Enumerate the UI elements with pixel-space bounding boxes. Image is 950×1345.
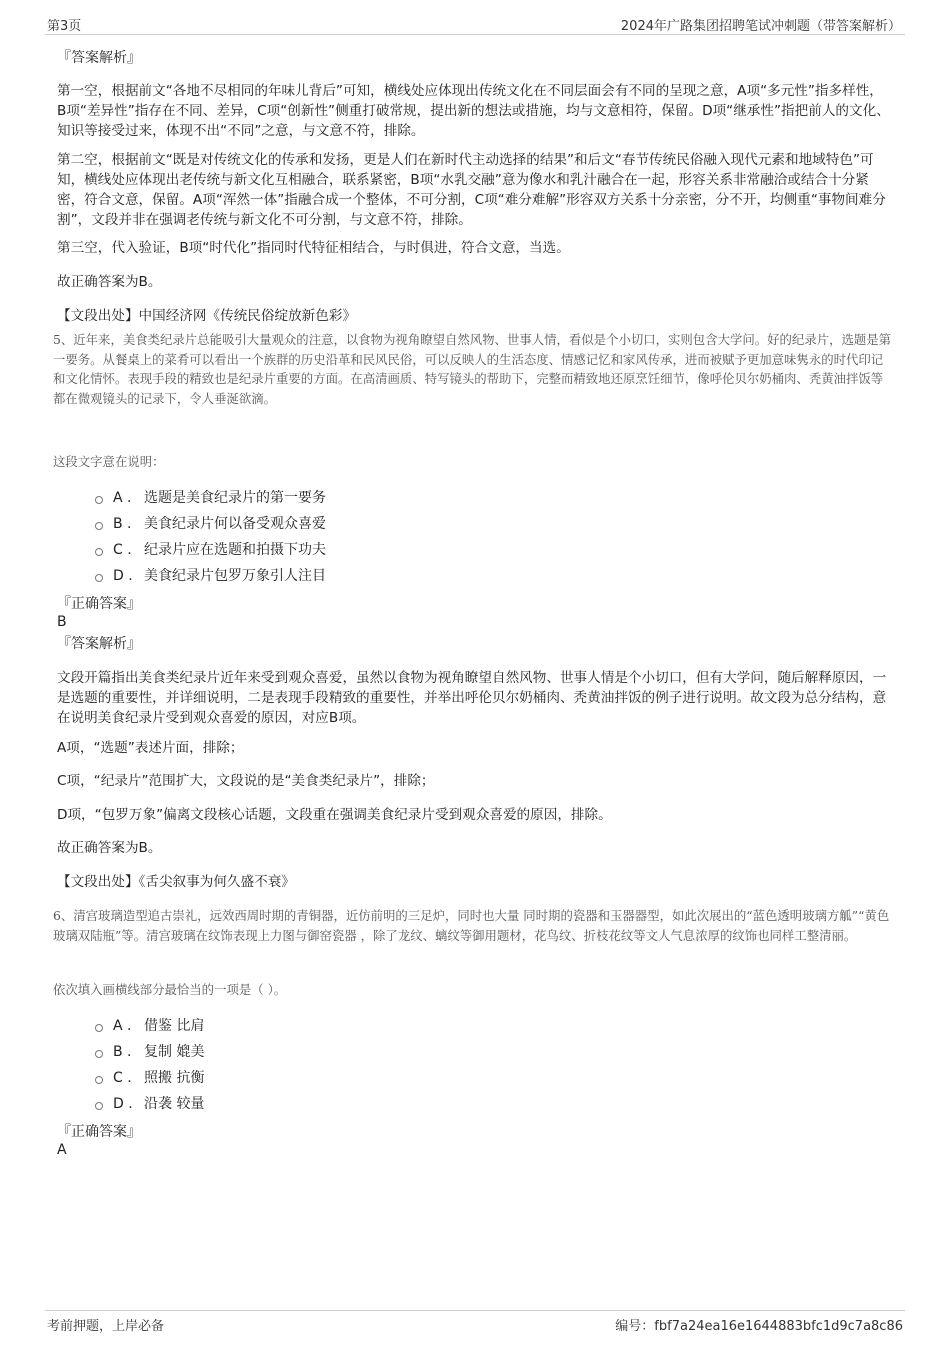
- option-b[interactable]: B . 美食纪录片何以备受观众喜爱: [95, 514, 326, 534]
- page-header: [45, 12, 905, 35]
- question-prompt: 依次填入画横线部分最恰当的一项是（ ）。: [53, 982, 287, 997]
- answer-label: 『正确答案』: [57, 1124, 141, 1140]
- option-c[interactable]: C . 照搬 抗衡: [95, 1068, 204, 1088]
- radio-icon[interactable]: [95, 574, 103, 582]
- option-a[interactable]: A . 选题是美食纪录片的第一要务: [95, 488, 326, 508]
- option-c[interactable]: C . 纪录片应在选题和拍摄下功夫: [95, 540, 326, 560]
- analysis-paragraph: D项，“包罗万象”偏离文段核心话题，文段重在强调美食纪录片受到观众喜爱的原因，排除。: [57, 807, 612, 823]
- analysis-conclusion: 故正确答案为B。: [57, 274, 162, 290]
- radio-icon[interactable]: [95, 1102, 103, 1110]
- analysis-label: 『答案解析』: [57, 636, 141, 652]
- radio-icon[interactable]: [95, 496, 103, 504]
- question-stem: 6、清宫玻璃造型追古崇礼，远效西周时期的青铜器，近仿前明的三足炉，同时也大量 同时期的瓷器和玉器器型，如此次展出的“蓝色透明玻璃方觚”“黄色玻璃双陆瓶”等。清宫玻璃在纹饰表现上力图与御窑瓷器 ，除了龙纹、螭纹等御用题材，花鸟纹、折枝花纹等文人气息浓厚的纹饰也同样工整清丽。: [53, 908, 890, 943]
- analysis-conclusion: 故正确答案为B。: [57, 840, 162, 856]
- analysis-paragraph: 文段开篇指出美食类纪录片近年来受到观众喜爱，虽然以食物为视角瞭望自然风物、世事人情是个小切口，但有大学问，随后解释原因，一是选题的重要性，并详细说明，二是表现手段精致的重要性，并举出呼伦贝尔奶桶肉、秃黄油拌饭的例子进行说明。故文段为总分结构，意在说明美食纪录片受到观众喜爱的原因，对应B项。: [57, 670, 887, 726]
- source-citation: 【文段出处】中国经济网《传统民俗绽放新色彩》: [57, 308, 357, 324]
- radio-icon[interactable]: [95, 1024, 103, 1032]
- radio-icon[interactable]: [95, 522, 103, 530]
- radio-icon[interactable]: [95, 1076, 103, 1084]
- page-number: 第3页: [47, 19, 82, 34]
- option-d[interactable]: D . 美食纪录片包罗万象引人注目: [95, 566, 326, 586]
- question-prompt: 这段文字意在说明：: [53, 454, 165, 469]
- option-b[interactable]: B . 复制 媲美: [95, 1042, 204, 1062]
- document-title: 2024年广路集团招聘笔试冲刺题（带答案解析）: [620, 19, 901, 34]
- analysis-paragraph: 第二空，根据前文“既是对传统文化的传承和发扬，更是人们在新时代主动选择的结果”和后文“春节传统民俗融入现代元素和地域特色”可知，横线处应体现出老传统与新文化互相融合，联系紧密，B项“水乳交融”意为像水和乳汁融合在一起，形容关系非常融洽或结合十分紧密，符合文意，保留。A项“浑然一体”指融合成一个整体，不可分割，C项“难分难解”形容双方关系十分亲密，分不开，均侧重“事物间难分割”，文段并非在强调老传统与新文化不可分割，与文意不符，排除。: [57, 152, 886, 228]
- option-a[interactable]: A . 借鉴 比肩: [95, 1016, 204, 1036]
- option-d[interactable]: D . 沿袭 较量: [95, 1094, 204, 1114]
- analysis-label: 『答案解析』: [57, 50, 141, 66]
- source-citation: 【文段出处】《舌尖叙事为何久盛不衰》: [57, 874, 295, 890]
- document-code: 编号：fbf7a24ea16e1644883bfc1d9c7a8c86: [615, 1319, 903, 1334]
- analysis-paragraph: 第一空，根据前文“各地不尽相同的年味儿背后”可知，横线处应体现出传统文化在不同层面会有不同的呈现之意，A项“多元性”指多样性，B项“差异性”指存在不同、差异，C项“创新性”侧重打破常规，提出新的想法或措施，均与文意相符，保留。D项“继承性”指把前人的文化、知识等接受过来，体现不出“不同”之意，与文意不符，排除。: [57, 83, 890, 139]
- radio-icon[interactable]: [95, 1050, 103, 1058]
- radio-icon[interactable]: [95, 548, 103, 556]
- analysis-paragraph: A项，“选题”表述片面，排除；: [57, 740, 244, 756]
- analysis-paragraph: C项，“纪录片”范围扩大，文段说的是“美食类纪录片”，排除；: [57, 773, 435, 789]
- answer-value: A: [57, 1142, 67, 1158]
- page-footer: [45, 1310, 905, 1335]
- question-stem: 5、近年来，美食类纪录片总能吸引大量观众的注意，以食物为视角瞭望自然风物、世事人情，看似是个小切口，实则包含大学问。好的纪录片，选题是第一要务。从餐桌上的菜肴可以看出一个族群的历史沿革和民风民俗，可以反映人的生活态度、情感记忆和家风传承，进而被赋予更加意味隽永的时代印记和文化情怀。表现手段的精致也是纪录片重要的方面。在高清画质、特写镜头的帮助下，完整而精致地还原烹饪细节，像呼伦贝尔奶桶肉、秃黄油拌饭等都在微观镜头的记录下，令人垂涎欲滴。: [53, 332, 892, 406]
- answer-label: 『正确答案』: [57, 596, 141, 612]
- answer-value: B: [57, 614, 67, 630]
- footer-slogan: 考前押题，上岸必备: [47, 1319, 165, 1334]
- analysis-paragraph: 第三空，代入验证，B项“时代化”指同时代特征相结合，与时俱进，符合文意，当选。: [57, 240, 570, 256]
